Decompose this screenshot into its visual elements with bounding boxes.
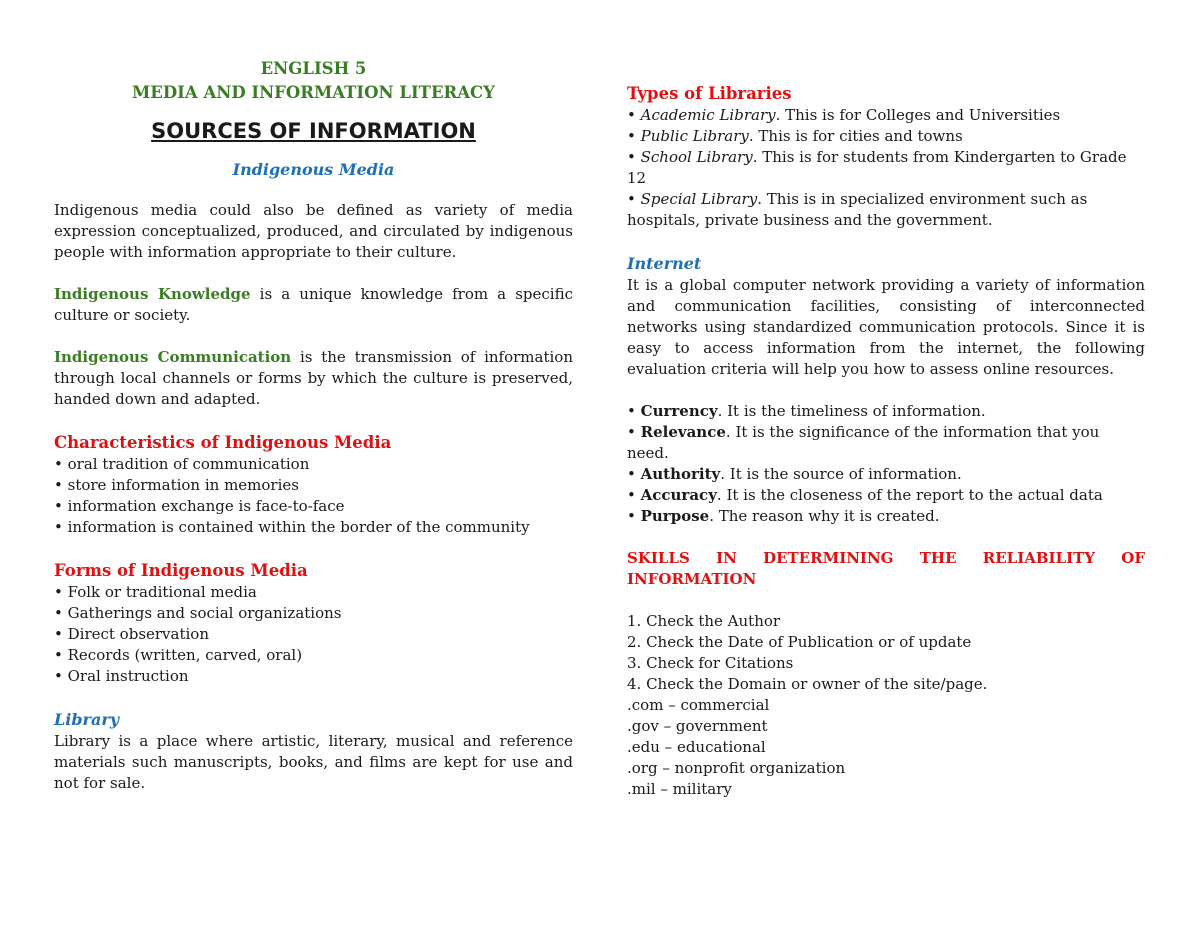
list-item: 2. Check the Date of Publication or of update [627, 633, 972, 651]
list-item: • Folk or traditional media [54, 583, 257, 601]
right-column [627, 82, 1145, 800]
list-item: • Records (written, carved, oral) [54, 646, 303, 664]
forms-heading: Forms of Indigenous Media [54, 561, 308, 580]
criteria-item: • Accuracy. It is the closeness of the report to the actual data [627, 486, 1103, 504]
left-column [54, 56, 573, 794]
list-item: .edu – educational [627, 738, 766, 756]
library-type-name: Academic Library [640, 106, 776, 124]
library-type-name: Special Library [640, 190, 758, 208]
list-item: • Gatherings and social organizations [54, 604, 342, 622]
criteria-item: • Relevance. It is the significance of the information that you need. [627, 423, 1100, 462]
criteria-term: Purpose [640, 507, 710, 525]
criteria-item: • Purpose. The reason why it is created. [627, 507, 940, 525]
criteria-item: • Currency. It is the timeliness of information. [627, 402, 986, 420]
knowledge-term: Indigenous Knowledge [54, 285, 251, 303]
criteria-term: Currency [640, 402, 718, 420]
library-paragraph: Library is a place where artistic, literary, musical and reference materials such manuscripts, books, and films are kept for use and not for sale. [54, 732, 573, 792]
list-item: • Public Library. This is for cities and towns [627, 127, 963, 145]
list-item: 3. Check for Citations [627, 654, 794, 672]
library-type-name: School Library [640, 148, 753, 166]
knowledge-text: is a unique knowledge from a specific culture or society. [54, 285, 573, 324]
intro-paragraph: Indigenous media could also be defined as variety of media expression conceptualized, produced, and circulated by indigenous people with information appropriate to their culture. [54, 201, 573, 261]
list-item: • information exchange is face-to-face [54, 497, 345, 515]
list-item: • oral tradition of communication [54, 455, 310, 473]
course-title: ENGLISH 5 [260, 59, 367, 78]
communication-text: is the transmission of information through local channels or forms by which the culture is preserved, handed down and adapted. [54, 348, 573, 408]
list-item: • Special Library. This is in specialized environment such as hospitals, private business and the government. [627, 190, 1088, 229]
library-heading: Library [54, 710, 120, 729]
list-item: .com – commercial [627, 696, 770, 714]
subject-title: MEDIA AND INFORMATION LITERACY [132, 83, 495, 102]
types-heading: Types of Libraries [627, 84, 792, 103]
communication-paragraph [54, 347, 573, 410]
list-item: .gov – government [627, 717, 768, 735]
list-item: .mil – military [627, 780, 732, 798]
internet-heading: Internet [627, 254, 702, 273]
list-item: 4. Check the Domain or owner of the site/page. [627, 675, 988, 693]
list-item: .org – nonprofit organization [627, 759, 846, 777]
list-item: 1. Check the Author [627, 612, 781, 630]
page-title: SOURCES OF INFORMATION [151, 119, 476, 143]
list-item: • information is contained within the border of the community [54, 518, 530, 536]
characteristics-heading: Characteristics of Indigenous Media [54, 433, 392, 452]
section-subtitle: Indigenous Media [232, 160, 395, 179]
criteria-term: Accuracy [640, 486, 717, 504]
internet-paragraph: It is a global computer network providing a variety of information and communication facilities, consisting of interconnected networks using standardized communication protocols. Since it is easy to access information from the internet, the following evaluation criteria will help you how to assess online resources. [627, 276, 1145, 378]
criteria-term: Authority [640, 465, 721, 483]
criteria-item: • Authority. It is the source of information. [627, 465, 962, 483]
list-item: • store information in memories [54, 476, 299, 494]
list-item: • School Library. This is for students from Kindergarten to Grade 12 [627, 148, 1127, 187]
communication-term: Indigenous Communication [54, 348, 292, 366]
criteria-term: Relevance [640, 423, 726, 441]
list-item: • Academic Library. This is for Colleges and Universities [627, 106, 1061, 124]
library-type-name: Public Library [640, 127, 749, 145]
list-item: • Oral instruction [54, 667, 189, 685]
list-item: • Direct observation [54, 625, 209, 643]
knowledge-paragraph [54, 284, 573, 326]
skills-heading: SKILLS IN DETERMINING THE RELIABILITY OF INFORMATION [627, 549, 1145, 588]
